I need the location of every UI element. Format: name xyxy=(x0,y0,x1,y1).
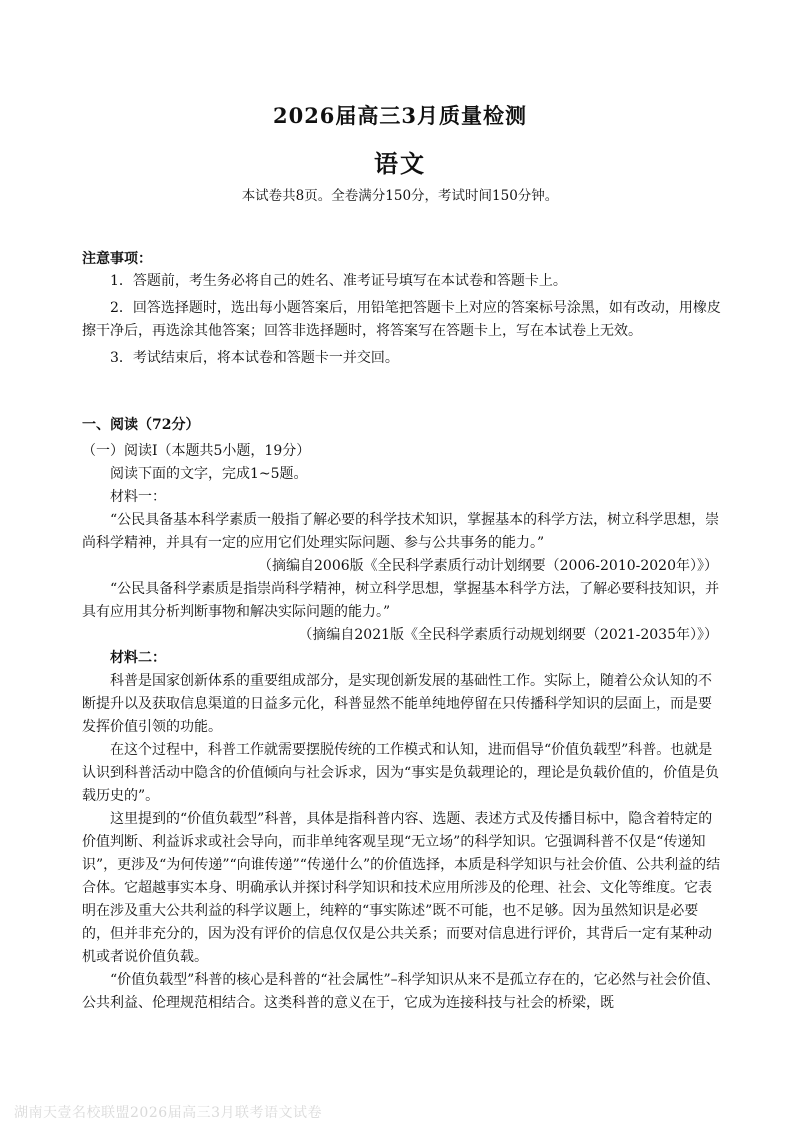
material2-label: 材料二： xyxy=(110,650,166,666)
notice-item: 2．回答选择题时，选出每小题答案后，用铅笔把答题卡上对应的答案标号涂黑，如有改动，用橡皮擦干净后，再选涂其他答案；回答非选择题时，将答案写在答题卡上，写在本试卷上无效。 xyxy=(82,300,721,339)
section-heading: 一、阅读（72分） xyxy=(82,417,200,433)
part-heading: （一）阅读Ⅰ（本题共5小题，19分） xyxy=(82,443,311,459)
exam-title: 2026届高三3月质量检测 xyxy=(272,103,528,128)
notice-list xyxy=(82,270,722,374)
material2-paragraph: “价值负载型”科普的核心是科普的“社会属性”–科学知识从来不是孤立存在的，它必然与社会价值、公共利益、伦理规范相结合。这类科普的意义在于，它成为连接科技与社会的桥梁，既 xyxy=(82,972,720,1011)
material1-source2: （摘编自2021版《全民科学素质行动规划纲要（2021-2035年）》） xyxy=(298,627,718,643)
material2-paragraph: 在这个过程中，科普工作就需要摆脱传统的工作模式和认知，进而倡导“价值负载型”科普。也就是认识到科普活动中隐含的价值倾向与社会诉求，因为“事实是负载理论的，理论是负载价值的，价值是负载历史的”。 xyxy=(82,742,720,804)
exam-meta: 本试卷共8页。全卷满分150分，考试时间150分钟。 xyxy=(241,188,559,204)
material1-label: 材料一： xyxy=(110,489,166,505)
material1-quote2: “公民具备科学素质是指崇尚科学精神，树立科学思想，掌握基本科学方法，了解必要科技知识，并具有应用其分析判断事物和解决实际问题的能力。” xyxy=(82,581,720,620)
notice-item: 3．考试结束后，将本试卷和答题卡一并交回。 xyxy=(110,350,399,366)
material1-quote1: “公民具备基本科学素质一般指了解必要的科学技术知识，掌握基本的科学方法，树立科学思想，崇尚科学精神，并具有一定的应用它们处理实际问题、参与公共事务的能力。” xyxy=(82,512,720,551)
material2-paragraph: 科普是国家创新体系的重要组成部分，是实现创新发展的基础性工作。实际上，随着公众认知的不断提升以及获取信息渠道的日益多元化，科普显然不能单纯地停留在只传播科学知识的层面上，而是要发挥价值引领的功能。 xyxy=(82,673,712,735)
reading-content xyxy=(82,440,722,1015)
instruction: 阅读下面的文字，完成1~5题。 xyxy=(110,466,308,482)
subject-title: 语文 xyxy=(374,149,426,178)
notice-item: 1．答题前，考生务必将自己的姓名、准考证号填写在本试卷和答题卡上。 xyxy=(110,273,567,289)
notice-heading: 注意事项： xyxy=(82,251,152,267)
footer-watermark: 湖南天壹名校联盟2026届高三3月联考语文试卷 xyxy=(14,1105,323,1121)
material1-source1: （摘编自2006版《全民科学素质行动计划纲要（2006-2010-2020年）》） xyxy=(258,558,718,574)
material2-paragraph: 这里提到的“价值负载型”科普，具体是指科普内容、选题、表述方式及传播目标中，隐含着特定的价值判断、利益诉求或社会导向，而非单纯客观呈现“无立场”的科学知识。它强调科普不仅是“传递知识”，更涉及“为何传递”“向谁传递”“传递什么”的价值选择，本质是科学知识与社会价值、公共利益的结合体。它超越事实本身、明确承认并探讨科学知识和技术应用所涉及的伦理、社会、文化等维度。它表明在涉及重大公共利益的科学议题上，纯粹的“事实陈述”既不可能，也不足够。因为虽然知识是必要的，但并非充分的，因为没有评价的信息仅仅是公共关系；而要对信息进行评价，其背后一定有某种动机或者说价值负载。 xyxy=(82,811,721,965)
